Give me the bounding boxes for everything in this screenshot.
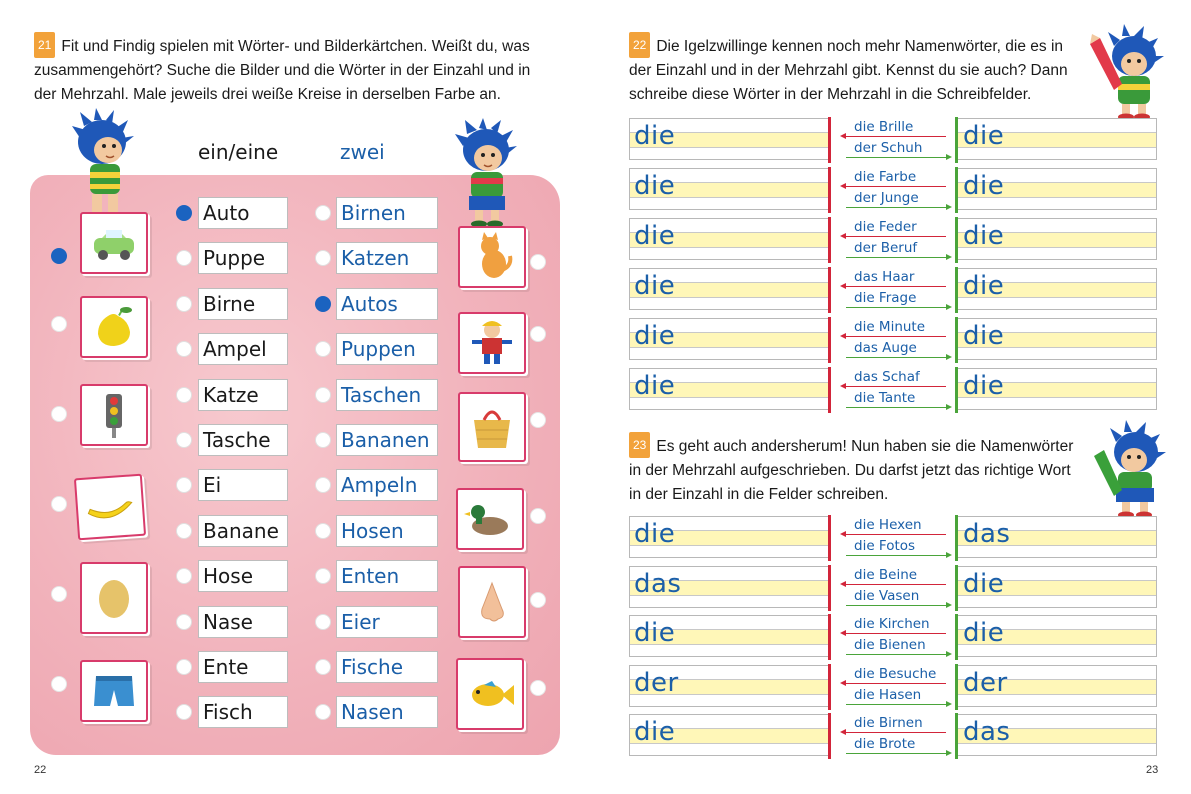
arrow-left-icon bbox=[846, 633, 946, 634]
article-text: die bbox=[634, 221, 676, 251]
word-row bbox=[176, 424, 446, 456]
plural-word-card[interactable]: Autos bbox=[336, 288, 438, 320]
card-duck[interactable] bbox=[456, 488, 524, 550]
card-egg[interactable] bbox=[80, 562, 148, 634]
page-number-right: 23 bbox=[1146, 764, 1159, 776]
green-margin-line bbox=[955, 664, 958, 710]
green-margin-line bbox=[955, 217, 958, 263]
singular-word-card[interactable]: Nase bbox=[198, 606, 288, 638]
singular-circle[interactable] bbox=[176, 477, 192, 493]
arrow-left-icon bbox=[846, 534, 946, 535]
page-number-left: 22 bbox=[34, 764, 47, 776]
plural-circle[interactable] bbox=[315, 250, 331, 266]
hedgehog-girl-icon bbox=[455, 118, 521, 228]
write-field-left[interactable] bbox=[629, 665, 831, 707]
plural-word-card[interactable]: Nasen bbox=[336, 696, 438, 728]
write-field-left[interactable] bbox=[629, 168, 831, 210]
red-margin-line bbox=[828, 117, 831, 163]
plural-circle[interactable] bbox=[315, 523, 331, 539]
article-text: das bbox=[634, 568, 682, 599]
write-field-left[interactable] bbox=[629, 218, 831, 260]
word-pair bbox=[836, 218, 956, 260]
word-row bbox=[176, 651, 446, 683]
plural-word-card[interactable]: Birnen bbox=[336, 197, 438, 229]
write-field-left[interactable] bbox=[629, 118, 831, 160]
green-margin-line bbox=[955, 713, 958, 759]
singular-circle[interactable] bbox=[176, 568, 192, 584]
car-icon bbox=[86, 218, 142, 268]
card-traffic-light[interactable] bbox=[80, 384, 148, 446]
word-pair bbox=[836, 168, 956, 210]
plural-circle[interactable] bbox=[315, 704, 331, 720]
card-nose[interactable] bbox=[458, 566, 526, 638]
side-dot-card-duck[interactable] bbox=[530, 508, 546, 524]
hedgehog-boy-icon bbox=[70, 108, 140, 226]
word-pair-bottom: die Hasen bbox=[854, 686, 922, 703]
write-field-right[interactable] bbox=[955, 714, 1157, 756]
singular-circle[interactable] bbox=[176, 659, 192, 675]
arrow-right-icon bbox=[846, 357, 946, 358]
article-text: die bbox=[634, 321, 676, 351]
green-margin-line bbox=[955, 614, 958, 660]
side-dot-card-doll[interactable] bbox=[530, 326, 546, 342]
article-text: die bbox=[963, 271, 1005, 301]
plural-word-card[interactable]: Katzen bbox=[336, 242, 438, 274]
word-row bbox=[176, 696, 446, 728]
singular-circle[interactable] bbox=[176, 250, 192, 266]
side-dot-card-fish[interactable] bbox=[530, 680, 546, 696]
article-text: das bbox=[963, 717, 1011, 748]
word-pair-top: das Haar bbox=[854, 269, 915, 285]
red-margin-line bbox=[828, 565, 831, 611]
write-field-right[interactable] bbox=[955, 318, 1157, 360]
word-pair-top: die Birnen bbox=[854, 715, 923, 732]
plural-word-card[interactable]: Fische bbox=[336, 651, 438, 683]
side-dot-card-egg[interactable] bbox=[51, 586, 67, 602]
article-text: das bbox=[963, 519, 1011, 549]
word-pair-bottom: die Vasen bbox=[854, 587, 920, 604]
plural-word-card[interactable]: Ampeln bbox=[336, 469, 438, 501]
write-field-right[interactable] bbox=[955, 368, 1157, 410]
singular-word-card[interactable]: Tasche bbox=[198, 424, 288, 456]
column-header-singular: ein/eine bbox=[198, 140, 279, 164]
plural-circle[interactable] bbox=[315, 296, 331, 312]
arrow-left-icon bbox=[846, 286, 946, 287]
arrow-left-icon bbox=[846, 386, 946, 387]
singular-word-card[interactable]: Birne bbox=[198, 288, 288, 320]
write-field-right[interactable] bbox=[955, 118, 1157, 160]
word-pair bbox=[836, 615, 956, 657]
hedgehog-with-pencil-icon bbox=[1086, 24, 1172, 122]
red-margin-line bbox=[828, 515, 831, 561]
side-dot-card-traffic-light[interactable] bbox=[51, 406, 67, 422]
card-car[interactable] bbox=[80, 212, 148, 274]
article-text: die bbox=[963, 568, 1005, 599]
singular-word-card[interactable]: Banane bbox=[198, 515, 288, 547]
plural-circle[interactable] bbox=[315, 614, 331, 630]
word-row bbox=[176, 197, 446, 229]
arrow-left-icon bbox=[846, 136, 946, 137]
red-margin-line bbox=[828, 267, 831, 313]
article-text: die bbox=[963, 618, 1005, 649]
arrow-left-icon bbox=[846, 236, 946, 237]
word-pair-top: die Beine bbox=[854, 566, 918, 583]
red-margin-line bbox=[828, 317, 831, 363]
article-text: die bbox=[963, 221, 1005, 251]
red-margin-line bbox=[828, 614, 831, 660]
article-text: die bbox=[634, 618, 676, 649]
red-margin-line bbox=[828, 367, 831, 413]
plural-word-card[interactable]: Bananen bbox=[336, 424, 438, 456]
card-shorts[interactable] bbox=[80, 660, 148, 722]
column-header-plural: zwei bbox=[340, 140, 385, 164]
side-dot-card-banana[interactable] bbox=[51, 496, 67, 512]
plural-circle[interactable] bbox=[315, 568, 331, 584]
traffic-light-icon bbox=[86, 390, 142, 440]
write-field-right[interactable] bbox=[955, 516, 1157, 558]
shorts-icon bbox=[86, 666, 142, 716]
word-pair-top: die Farbe bbox=[854, 169, 917, 185]
article-text: die bbox=[963, 121, 1005, 151]
green-margin-line bbox=[955, 117, 958, 163]
task-21-badge: 21 bbox=[34, 32, 55, 58]
arrow-right-icon bbox=[846, 605, 946, 606]
word-row bbox=[176, 469, 446, 501]
word-pair-bottom: die Tante bbox=[854, 390, 916, 406]
green-margin-line bbox=[955, 167, 958, 213]
card-doll[interactable] bbox=[458, 312, 526, 374]
plural-circle[interactable] bbox=[315, 432, 331, 448]
article-text: der bbox=[634, 667, 679, 698]
plural-circle[interactable] bbox=[315, 205, 331, 221]
word-row bbox=[176, 379, 446, 411]
write-field-right[interactable] bbox=[955, 566, 1157, 608]
article-text: die bbox=[634, 271, 676, 301]
word-pair-top: die Kirchen bbox=[854, 616, 930, 633]
article-text: die bbox=[634, 121, 676, 151]
singular-circle[interactable] bbox=[176, 432, 192, 448]
word-pair-bottom: die Bienen bbox=[854, 637, 926, 654]
article-text: die bbox=[634, 371, 676, 401]
article-text: die bbox=[963, 321, 1005, 351]
word-pair-top: die Besuche bbox=[854, 665, 937, 682]
write-field-left[interactable] bbox=[629, 268, 831, 310]
arrow-right-icon bbox=[846, 407, 946, 408]
fish-icon bbox=[462, 669, 518, 719]
red-margin-line bbox=[828, 713, 831, 759]
word-pair-top: die Feder bbox=[854, 219, 917, 235]
word-pair bbox=[836, 714, 956, 756]
egg-icon bbox=[86, 573, 142, 623]
card-bag[interactable] bbox=[458, 392, 526, 462]
plural-circle[interactable] bbox=[315, 477, 331, 493]
word-pair bbox=[836, 665, 956, 707]
card-banana[interactable] bbox=[74, 474, 146, 541]
article-text: die bbox=[634, 171, 676, 201]
write-field-right[interactable] bbox=[955, 615, 1157, 657]
task-22-instructions: 22 Die Igelzwillinge kennen noch mehr Namenwörter, die es in der Einzahl und in der Mehrzahl gibt. Kennst du sie auch? Dann schreibe diese Wörter in der Mehrzahl in die Schreibfelder. bbox=[629, 32, 1099, 107]
write-field-left[interactable] bbox=[629, 516, 831, 558]
word-row bbox=[176, 515, 446, 547]
singular-circle[interactable] bbox=[176, 523, 192, 539]
singular-word-card[interactable]: Ente bbox=[198, 651, 288, 683]
arrow-right-icon bbox=[846, 207, 946, 208]
arrow-left-icon bbox=[846, 584, 946, 585]
arrow-left-icon bbox=[846, 732, 946, 733]
task-21-instructions: 21 Fit und Findig spielen mit Wörter- und Bilderkärtchen. Weißt du, was zusammengehört? Suche die Bilder und die Wörter in der Einzahl und in der Mehrzahl. Male jeweils drei weiße Kreise in derselben Farbe an. bbox=[34, 32, 564, 107]
singular-word-card[interactable]: Auto bbox=[198, 197, 288, 229]
article-text: die bbox=[963, 371, 1005, 401]
bag-icon bbox=[464, 402, 520, 452]
arrow-right-icon bbox=[846, 753, 946, 754]
task-23-instructions: 23 Es geht auch andersherum! Nun haben sie die Namenwörter in der Mehrzahl aufgeschrieben. Du darfst jetzt das richtige Wort in der Einzahl in die Felder schreiben. bbox=[629, 432, 1099, 507]
singular-word-card[interactable]: Katze bbox=[198, 379, 288, 411]
red-margin-line bbox=[828, 167, 831, 213]
word-pair-top: die Hexen bbox=[854, 517, 922, 533]
card-pear[interactable] bbox=[80, 296, 148, 358]
article-text: die bbox=[634, 717, 676, 748]
arrow-right-icon bbox=[846, 654, 946, 655]
arrow-right-icon bbox=[846, 307, 946, 308]
plural-circle[interactable] bbox=[315, 387, 331, 403]
hedgehog-with-pencil-icon-2 bbox=[1092, 420, 1168, 520]
singular-circle[interactable] bbox=[176, 341, 192, 357]
arrow-left-icon bbox=[846, 336, 946, 337]
write-field-left[interactable] bbox=[629, 368, 831, 410]
word-pair-bottom: der Schuh bbox=[854, 140, 923, 156]
side-dot-card-pear[interactable] bbox=[51, 316, 67, 332]
article-text: die bbox=[634, 519, 676, 549]
singular-word-card[interactable]: Ampel bbox=[198, 333, 288, 365]
word-row bbox=[176, 288, 446, 320]
singular-circle[interactable] bbox=[176, 205, 192, 221]
plural-circle[interactable] bbox=[315, 659, 331, 675]
word-row bbox=[176, 560, 446, 592]
task-22-badge: 22 bbox=[629, 32, 650, 58]
side-dot-card-car[interactable] bbox=[51, 248, 67, 264]
green-margin-line bbox=[955, 515, 958, 561]
side-dot-card-cat[interactable] bbox=[530, 254, 546, 270]
duck-icon bbox=[462, 494, 518, 544]
red-margin-line bbox=[828, 217, 831, 263]
arrow-right-icon bbox=[846, 257, 946, 258]
green-margin-line bbox=[955, 267, 958, 313]
plural-word-card[interactable]: Hosen bbox=[336, 515, 438, 547]
word-row bbox=[176, 242, 446, 274]
word-pair-top: die Brille bbox=[854, 119, 914, 135]
doll-icon bbox=[464, 318, 520, 368]
word-pair-bottom: der Beruf bbox=[854, 240, 918, 256]
singular-circle[interactable] bbox=[176, 704, 192, 720]
arrow-right-icon bbox=[846, 555, 946, 556]
word-row bbox=[176, 333, 446, 365]
word-pair-bottom: die Brote bbox=[854, 736, 916, 753]
card-fish[interactable] bbox=[456, 658, 524, 730]
side-dot-card-bag[interactable] bbox=[530, 412, 546, 428]
plural-word-card[interactable]: Puppen bbox=[336, 333, 438, 365]
article-text: der bbox=[963, 667, 1008, 698]
arrow-right-icon bbox=[846, 157, 946, 158]
singular-circle[interactable] bbox=[176, 387, 192, 403]
write-field-left[interactable] bbox=[629, 318, 831, 360]
word-pair-bottom: die Frage bbox=[854, 290, 917, 306]
word-row bbox=[176, 606, 446, 638]
singular-circle[interactable] bbox=[176, 296, 192, 312]
singular-word-card[interactable]: Hose bbox=[198, 560, 288, 592]
green-margin-line bbox=[955, 565, 958, 611]
word-pair-top: das Schaf bbox=[854, 369, 920, 385]
write-field-left[interactable] bbox=[629, 615, 831, 657]
card-cat[interactable] bbox=[458, 226, 526, 288]
word-pair bbox=[836, 368, 956, 410]
singular-word-card[interactable]: Fisch bbox=[198, 696, 288, 728]
green-margin-line bbox=[955, 367, 958, 413]
plural-word-card[interactable]: Taschen bbox=[336, 379, 438, 411]
pear-icon bbox=[86, 302, 142, 352]
plural-word-card[interactable]: Eier bbox=[336, 606, 438, 638]
word-pair bbox=[836, 566, 956, 608]
side-dot-card-nose[interactable] bbox=[530, 592, 546, 608]
word-pair-bottom: der Junge bbox=[854, 190, 919, 206]
word-pair bbox=[836, 118, 956, 160]
write-field-left[interactable] bbox=[629, 714, 831, 756]
write-field-right[interactable] bbox=[955, 665, 1157, 707]
banana-icon bbox=[80, 480, 139, 534]
word-pair-top: die Minute bbox=[854, 319, 926, 335]
word-pair bbox=[836, 516, 956, 558]
word-pair bbox=[836, 318, 956, 360]
arrow-right-icon bbox=[846, 704, 946, 705]
word-pair-bottom: die Fotos bbox=[854, 538, 916, 554]
cat-icon bbox=[464, 232, 520, 282]
write-field-right[interactable] bbox=[955, 168, 1157, 210]
plural-word-card[interactable]: Enten bbox=[336, 560, 438, 592]
write-field-left[interactable] bbox=[629, 566, 831, 608]
word-pair-bottom: das Auge bbox=[854, 340, 917, 356]
singular-word-card[interactable]: Ei bbox=[198, 469, 288, 501]
singular-circle[interactable] bbox=[176, 614, 192, 630]
plural-circle[interactable] bbox=[315, 341, 331, 357]
write-field-right[interactable] bbox=[955, 268, 1157, 310]
side-dot-card-shorts[interactable] bbox=[51, 676, 67, 692]
green-margin-line bbox=[955, 317, 958, 363]
task-23-badge: 23 bbox=[629, 432, 650, 458]
singular-word-card[interactable]: Puppe bbox=[198, 242, 288, 274]
red-margin-line bbox=[828, 664, 831, 710]
nose-icon bbox=[464, 577, 520, 627]
word-pair bbox=[836, 268, 956, 310]
arrow-left-icon bbox=[846, 186, 946, 187]
write-field-right[interactable] bbox=[955, 218, 1157, 260]
article-text: die bbox=[963, 171, 1005, 201]
arrow-left-icon bbox=[846, 683, 946, 684]
